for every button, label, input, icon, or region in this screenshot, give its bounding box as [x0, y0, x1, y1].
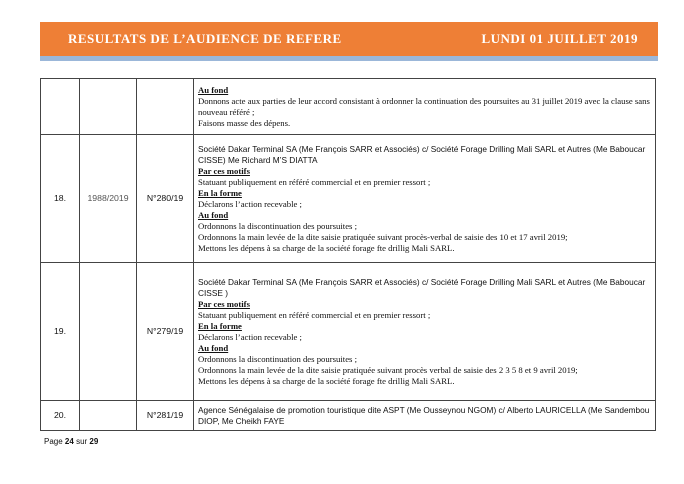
decision-section-heading: Au fond: [198, 342, 229, 353]
case-reference: N°281/19: [137, 401, 194, 431]
page-current: 24: [64, 437, 74, 446]
case-reference: N°279/19: [137, 263, 194, 401]
case-decision: [194, 401, 656, 431]
header-bar: [40, 22, 658, 61]
decision-line: Mettons les dépens à sa charge de la société forage fte drillig Mali SARL.: [198, 375, 455, 386]
case-registry-date: [80, 79, 137, 135]
case-number: 19.: [41, 263, 80, 401]
decision-section-heading: Au fond: [198, 209, 229, 220]
case-parties: Agence Sénégalaise de promotion touristique dite ASPT (Me Ousseynou NGOM) c/ Alberto LAURICELLA (Me Sandembou DIOP, Me Cheikh FAYE: [198, 404, 650, 426]
case-number: 18.: [41, 135, 80, 263]
decision-line: Ordonnons la main levée de la dite saisie pratiquée suivant procès-verbal de saisie des 10 et 17 avril 2019;: [198, 231, 568, 242]
decision-line: Statuant publiquement en référé commercial et en premier ressort ;: [198, 309, 431, 320]
results-table: [40, 78, 656, 431]
decision-section-heading: Au fond: [198, 84, 229, 95]
case-registry-date: 1988/2019: [80, 135, 137, 263]
results-table-body: [41, 79, 656, 431]
decision-line: Donnons acte aux parties de leur accord consistant à ordonner la continuation des poursuites au 31 juillet 2019 avec la clause sans nouveau référé ;: [198, 95, 650, 117]
decision-section-heading: Par ces motifs: [198, 165, 250, 176]
case-decision: [194, 263, 656, 401]
decision-line: Déclarons l’action recevable ;: [198, 198, 302, 209]
case-registry-date: [80, 401, 137, 431]
decision-line: Ordonnons la discontinuation des poursuites ;: [198, 353, 358, 364]
case-decision: [194, 79, 656, 135]
header-date: LUNDI 01 JUILLET 2019: [481, 31, 638, 46]
case-reference: N°280/19: [137, 135, 194, 263]
page-label: Page: [44, 437, 63, 446]
decision-line: Mettons les dépens à sa charge de la société forage fte drillig Mali SARL.: [198, 242, 455, 253]
decision-line: Ordonnons la discontinuation des poursuites ;: [198, 220, 358, 231]
decision-line: Ordonnons la main levée de la dite saisie pratiquée suivant procès verbal de saisie des 2 3 5 8 et 9 avril 2019;: [198, 364, 578, 375]
table-row: [41, 401, 656, 431]
case-reference: [137, 79, 194, 135]
case-registry-date: [80, 263, 137, 401]
case-parties: Société Dakar Terminal SA (Me François SARR et Associés) c/ Société Forage Drilling Mali SARL et Autres (Me Baboucar CISSE ): [198, 276, 646, 298]
case-parties: Société Dakar Terminal SA (Me François SARR et Associés) c/ Société Forage Drilling Mali SARL et Autres (Me Baboucar CISSE) Me Richard M’S DIATTA: [198, 143, 646, 165]
case-number: [41, 79, 80, 135]
decision-section-heading: En la forme: [198, 320, 242, 331]
table-row: [41, 263, 656, 401]
page-sep: sur: [76, 437, 88, 446]
decision-line: Statuant publiquement en référé commercial et en premier ressort ;: [198, 176, 431, 187]
case-number: 20.: [41, 401, 80, 431]
table-row: [41, 79, 656, 135]
header-title: RESULTATS DE L’AUDIENCE DE REFERE: [68, 31, 342, 46]
decision-section-heading: Par ces motifs: [198, 298, 250, 309]
decision-section-heading: En la forme: [198, 187, 242, 198]
table-row: [41, 135, 656, 263]
page-total: 29: [89, 437, 99, 446]
case-decision: [194, 135, 656, 263]
decision-line: Déclarons l’action recevable ;: [198, 331, 302, 342]
decision-line: Faisons masse des dépens.: [198, 117, 291, 128]
page-footer: [44, 437, 98, 446]
